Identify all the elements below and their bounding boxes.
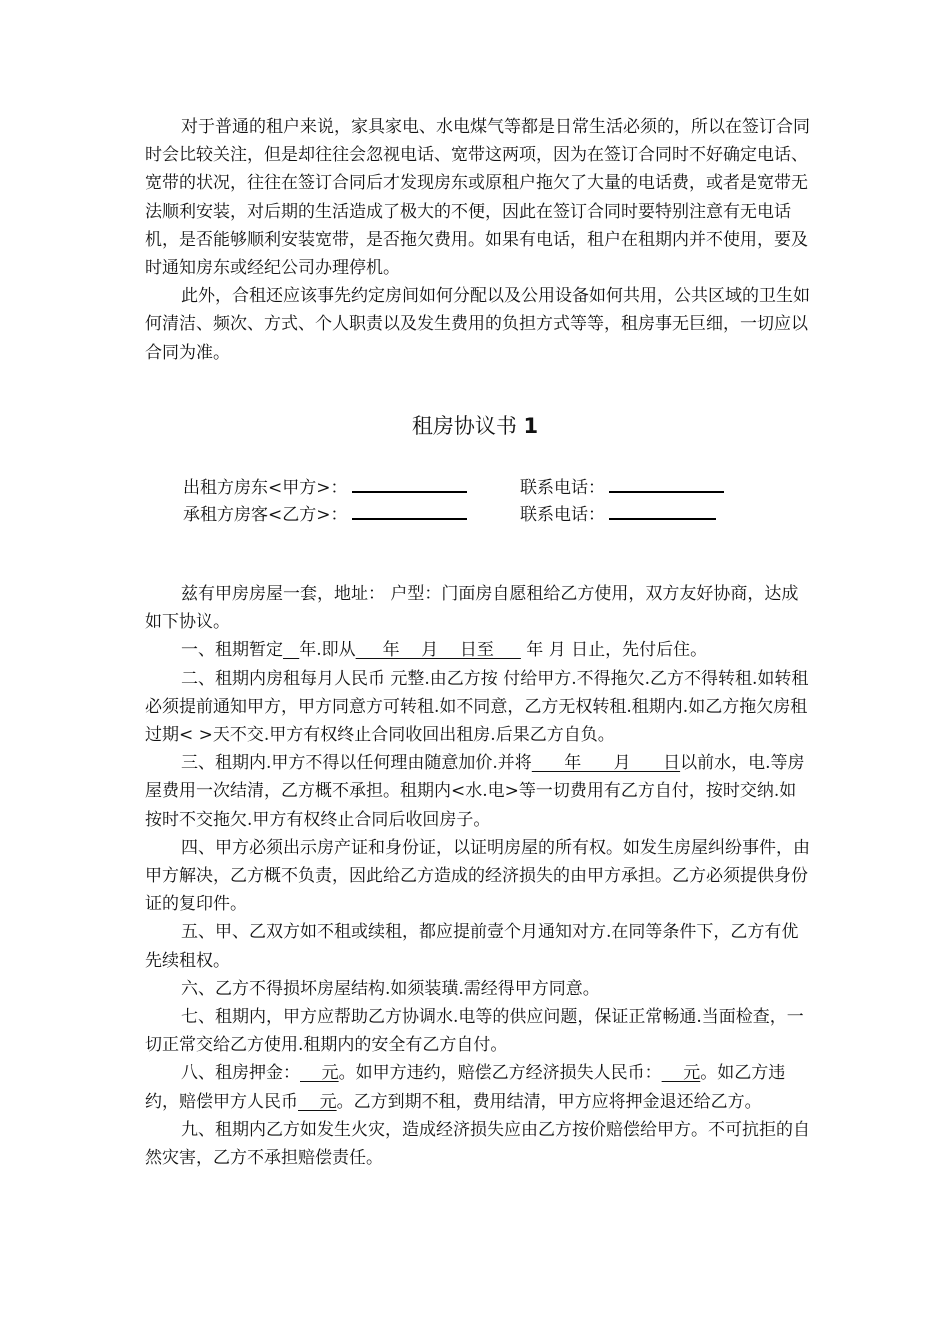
clause-1-text-a: 一、租期暂定 bbox=[181, 640, 283, 661]
lessor-phone-label: 联系电话： bbox=[520, 478, 605, 498]
lessee-phone-label: 联系电话： bbox=[520, 505, 605, 525]
lessee-blank bbox=[352, 504, 467, 520]
lessee-phone-blank bbox=[609, 504, 716, 520]
clause-3-date-blank: 年 月 日 bbox=[531, 753, 681, 774]
intro-section bbox=[145, 113, 810, 367]
clause-8 bbox=[145, 1059, 810, 1115]
agreement-title-text: 租房协议书 bbox=[411, 414, 517, 438]
lessor-phone-blank bbox=[609, 477, 724, 493]
intro-paragraph-2: 此外，合租还应该事先约定房间如何分配以及公用设备如何共用，公共区域的卫生如何清洁、频次、方式、个人职责以及发生费用的负担方式等等，租房事无巨细，一切应以合同为准。 bbox=[145, 286, 810, 363]
clause-1-text-c: 年.即从 bbox=[299, 640, 356, 661]
agreement-title bbox=[0, 410, 950, 440]
clause-8-text-a: 八、租房押金： bbox=[181, 1063, 300, 1084]
clause-3-text-c: 以前水，电.等房屋费用一次结清，乙方概不承担。租期内<水.电>等一切费用有乙方自付，按时交纳.如按时不交拖欠.甲方有权终止合同后收回房子。 bbox=[145, 753, 805, 830]
clause-2: 二、租期内房租每月人民币 元整.由乙方按 付给甲方.不得拖欠.乙方不得转租.如转租必须提前通知甲方，甲方同意方可转租.如不同意，乙方无权转租.租期内.如乙方拖欠房租过期< >天不交.甲方有权终止合同收回出租房.后果乙方自负。 bbox=[145, 668, 809, 746]
lessee-row bbox=[183, 503, 467, 527]
clause-1-text-e: 年 月 日止，先付后住。 bbox=[520, 640, 708, 661]
agreement-title-number: 1 bbox=[523, 414, 539, 438]
lessor-label: 出租方房东<甲方>： bbox=[183, 478, 348, 498]
clause-8-text-c: 。如甲方违约，赔偿乙方经济损失人民币： bbox=[338, 1063, 662, 1084]
clause-4: 四、甲方必须出示房产证和身份证，以证明房屋的所有权。如发生房屋纠纷事件，由甲方解决，乙方概不负责，因此给乙方造成的经济损失的由甲方承担。乙方必须提供身份证的复印件。 bbox=[145, 837, 810, 915]
clause-5: 五、甲、乙双方如不租或续租，都应提前壹个月通知对方.在同等条件下，乙方有优先续租权。 bbox=[145, 922, 799, 971]
clause-8-text-g: 。乙方到期不租，费用结清，甲方应将押金退还给乙方。 bbox=[336, 1091, 762, 1112]
lessor-row bbox=[183, 476, 467, 500]
agreement-body bbox=[145, 580, 810, 1172]
clause-7: 七、租期内，甲方应帮助乙方协调水.电等的供应问题，保证正常畅通.当面检查，一切正常交给乙方使用.租期内的安全有乙方自付。 bbox=[145, 1007, 804, 1056]
intro-paragraph-1: 对于普通的租户来说，家具家电、水电煤气等都是日常生活必须的，所以在签订合同时会比较关注，但是却往往会忽视电话、宽带这两项，因为在签订合同时不好确定电话、宽带的状况，往往在签订合同后才发现房东或原租户拖欠了大量的电话费，或者是宽带无法顺利安装，对后期的生活造成了极大的不便，因此在签订合同时要特别注意有无电话机，是否能够顺利安装宽带，是否拖欠费用。如果有电话，租户在租期内并不使用，要及时通知房东或经纪公司办理停机。 bbox=[145, 117, 810, 279]
clause-8-deposit-blank: 元 bbox=[300, 1063, 339, 1084]
preamble: 兹有甲房房屋一套，地址： 户型：门面房自愿租给乙方使用，双方友好协商，达成如下协议。 bbox=[145, 584, 799, 633]
clause-9: 九、租期内乙方如发生火灾，造成经济损失应由乙方按价赔偿给甲方。不可抗拒的自然灾害，乙方不承担赔偿责任。 bbox=[145, 1119, 810, 1169]
clause-6: 六、乙方不得损坏房屋结构.如须装璜.需经得甲方同意。 bbox=[181, 978, 600, 999]
lessor-phone-row bbox=[520, 476, 724, 500]
clause-1 bbox=[145, 636, 810, 664]
clause-1-years-blank bbox=[283, 640, 299, 660]
lessee-label: 承租方房客<乙方>： bbox=[183, 505, 348, 525]
clause-1-dates-blank: 年 月 日至 bbox=[355, 640, 521, 661]
lessee-phone-row bbox=[520, 503, 716, 527]
clause-8-compensation-a-blank: 元 bbox=[661, 1063, 701, 1084]
clause-8-text-e: 。如乙方违约，赔偿甲方人民币 bbox=[145, 1063, 786, 1112]
clause-3 bbox=[145, 749, 810, 834]
lessor-blank bbox=[352, 477, 467, 493]
clause-8-compensation-b-blank: 元 bbox=[298, 1091, 337, 1112]
clause-3-text-a: 三、租期内.甲方不得以任何理由随意加价.并将 bbox=[181, 753, 532, 774]
